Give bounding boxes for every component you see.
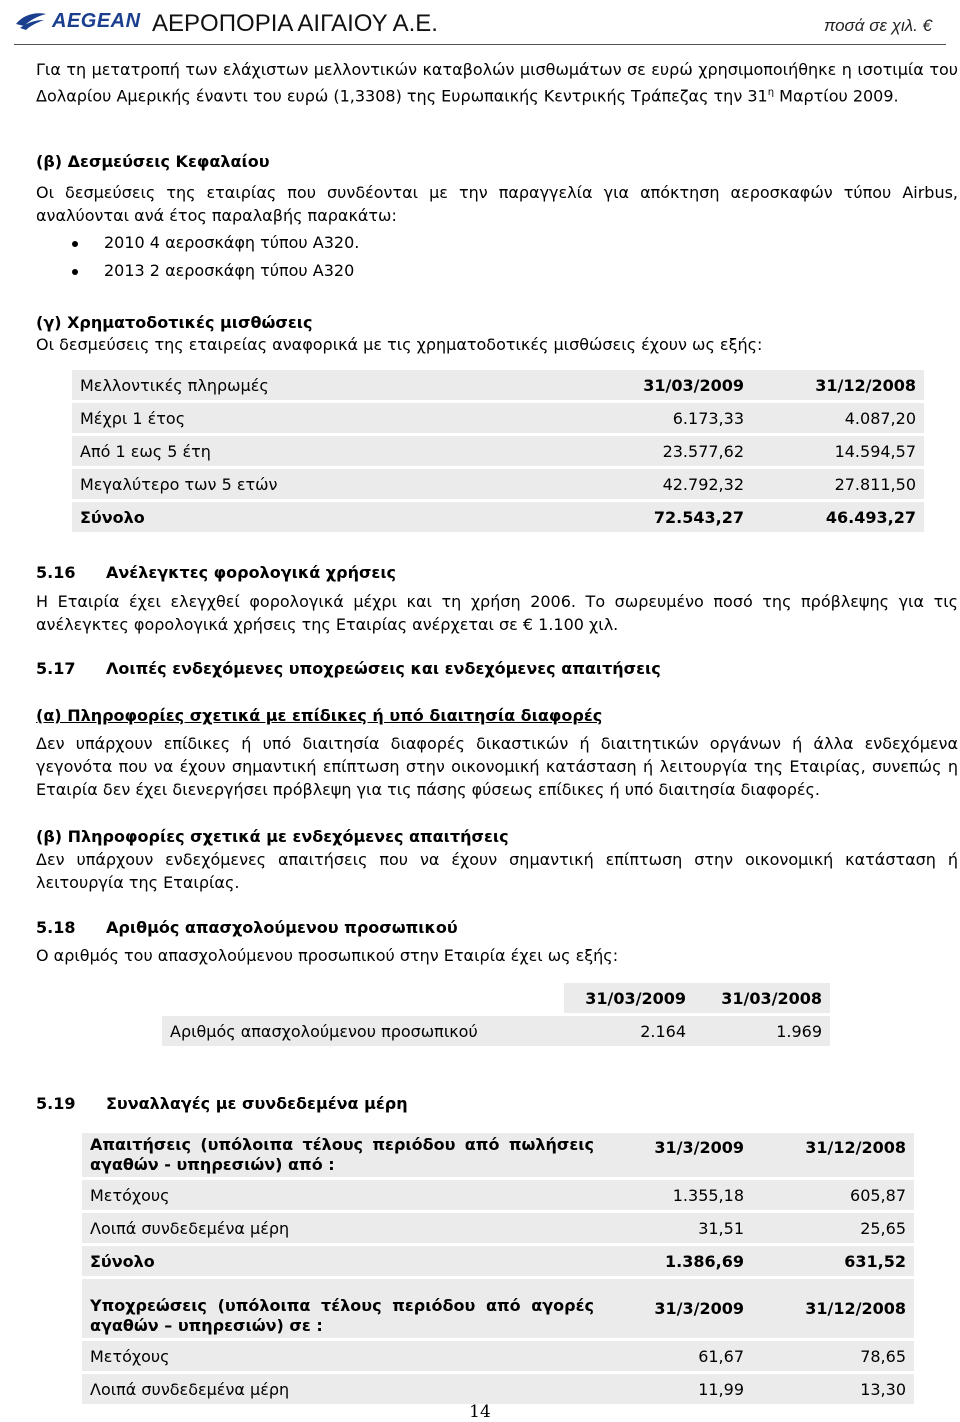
section-5-16-text: Η Εταιρία έχει ελεγχθεί φορολογικά μέχρι και τη χρήση 2006. Το σωρευμένο ποσό της πρόβλεψης για τις ανέλεγκτες φορολογικά χρήσεις της Εταιρίας ανέρχεται σε € 1.100 χιλ. — [36, 592, 958, 634]
section-5-17-heading — [36, 657, 958, 680]
section-title: Λοιπές ενδεχόμενες υποχρεώσεις και ενδεχόμενες απαιτήσεις — [106, 659, 661, 678]
section-title: Αριθμός απασχολούμενου προσωπικού — [106, 918, 458, 937]
logo-text: AEGEAN — [52, 10, 141, 32]
table-header-row — [72, 370, 924, 400]
table-cell: 6.173,33 — [672, 408, 744, 428]
table-cell: Μέχρι 1 έτος — [80, 408, 186, 428]
table-total-row — [82, 1246, 914, 1276]
section-5-17-a-text: Δεν υπάρχουν επίδικες ή υπό διαιτησία διαφορές δικαστικών ή διαιτητικών οργάνων ή άλλα ενδεχόμενα γεγονότα που να έχουν σημαντική επίπτωση στην οικονομική κατάσταση ή λειτουργία της Εταιρίας, συνεπώς η Εταιρία δεν έχει διενεργήσει πρόβλεψη για τις πάσης φύσεως επίδικες ή υπό διαιτησία διαφορές. — [36, 734, 958, 799]
section-number: 5.16 — [36, 563, 76, 582]
table-header-cell: 31/12/2008 — [815, 375, 916, 395]
section-5-18-text: Ο αριθμός του απασχολούμενου προσωπικού στην Εταιρία έχει ως εξής: — [36, 946, 619, 965]
section-number: 5.19 — [36, 1094, 76, 1113]
table-header-cell: Μελλοντικές πληρωμές — [80, 375, 269, 395]
table-cell: 27.811,50 — [834, 474, 916, 494]
section-5-17-b-heading: (β) Πληροφορίες σχετικά με ενδεχόμενες απαιτήσεις — [36, 827, 509, 846]
table-header-cell: 31/12/2008 — [805, 1138, 906, 1157]
aegean-logo — [14, 8, 141, 38]
table-header-row — [82, 1294, 914, 1338]
table-cell: Λοιπά συνδεδεμένα μέρη — [90, 1218, 290, 1238]
table-cell: Από 1 εως 5 έτη — [80, 441, 211, 461]
leases-text: Οι δεσμεύσεις της εταιρείας αναφορικά με τις χρηματοδοτικές μισθώσεις έχουν ως εξής: — [36, 335, 763, 354]
page-number: 14 — [469, 1402, 491, 1422]
table-cell: 13,30 — [860, 1379, 906, 1399]
section-5-17-a-heading: (α) Πληροφορίες σχετικά με επίδικες ή υπό διαιτησία διαφορές — [36, 706, 603, 725]
fx-note-end: Μαρτίου 2009. — [774, 86, 899, 106]
table-cell: 31,51 — [698, 1218, 744, 1238]
table-row — [72, 403, 924, 433]
table-header-cell: Απαιτήσεις (υπόλοιπα τέλους περιόδου από πωλήσεις αγαθών - υπηρεσιών) από : — [90, 1135, 594, 1174]
table-cell: 14.594,57 — [834, 441, 916, 461]
table-header-cell: 31/3/2009 — [654, 1138, 744, 1157]
section-number: 5.18 — [36, 918, 76, 937]
table-cell: Αριθμός απασχολούμενου προσωπικού — [170, 1021, 478, 1041]
table-cell: 1.355,18 — [672, 1185, 744, 1205]
table-cell: 631,52 — [844, 1251, 906, 1271]
table-cell: 23.577,62 — [662, 441, 744, 461]
section-5-17-b-text: Δεν υπάρχουν ενδεχόμενες απαιτήσεις που να έχουν σημαντική επίπτωση στην οικονομική κατάσταση ή λειτουργία της Εταιρίας. — [36, 850, 958, 892]
fx-note-text: Για τη μετατροπή των ελάχιστων μελλοντικών καταβολών μισθωμάτων σε ευρώ χρησιμοποιήθηκε η ισοτιμία του Δολαρίου Αμερικής έναντι του ευρώ (1,3308) της Ευρωπαικής Κεντρικής Τράπεζας την 31 — [36, 60, 958, 106]
table-cell: Σύνολο — [90, 1251, 155, 1271]
table-total-row — [72, 502, 924, 532]
bird-icon — [14, 10, 48, 32]
units-note: ποσά σε χιλ. € — [823, 16, 932, 35]
table-cell: 61,67 — [698, 1346, 744, 1366]
personnel-table — [162, 983, 830, 1046]
table-cell: 1.386,69 — [665, 1251, 744, 1271]
table-row — [72, 469, 924, 499]
table-header-cell: Υποχρεώσεις (υπόλοιπα τέλους περιόδου από αγορές αγαθών – υπηρεσιών) σε : — [90, 1296, 594, 1335]
company-name: ΑΕΡΟΠΟΡΙΑ ΑΙΓΑΙΟΥ Α.Ε. — [152, 10, 438, 37]
section-title: Συναλλαγές με συνδεδεμένα μέρη — [106, 1094, 408, 1113]
table-header-cell: 31/03/2008 — [694, 983, 830, 1013]
bullet-text: 2013 2 αεροσκάφη τύπου Α320 — [104, 261, 355, 280]
table-row — [82, 1341, 914, 1371]
payables-table — [82, 1294, 914, 1404]
section-number: 5.17 — [36, 659, 76, 678]
table-cell: Μετόχους — [90, 1346, 170, 1366]
capital-heading: (β) Δεσμεύσεις Κεφαλαίου — [36, 152, 270, 171]
bullet-icon — [72, 241, 78, 247]
section-5-16-heading — [36, 561, 958, 584]
fx-note-sup: η — [767, 87, 775, 98]
bullet-text: 2010 4 αεροσκάφη τύπου Α320. — [104, 233, 360, 252]
section-5-18-heading — [36, 916, 958, 939]
table-cell: Μετόχους — [90, 1185, 170, 1205]
leases-table — [72, 370, 924, 532]
table-cell: Μεγαλύτερο των 5 ετών — [80, 474, 278, 494]
table-cell: Σύνολο — [80, 507, 145, 527]
table-cell: 25,65 — [860, 1218, 906, 1238]
header-rule — [14, 44, 946, 45]
table-header-cell — [162, 983, 564, 1013]
receivables-table — [82, 1133, 914, 1309]
table-cell: 72.543,27 — [653, 507, 744, 527]
table-row — [72, 436, 924, 466]
table-cell: 42.792,32 — [662, 474, 744, 494]
table-cell: 46.493,27 — [825, 507, 916, 527]
table-cell: 4.087,20 — [844, 408, 916, 428]
table-cell: 78,65 — [860, 1346, 906, 1366]
table-row — [82, 1374, 914, 1404]
table-header-cell: 31/03/2009 — [643, 375, 744, 395]
page-header — [0, 0, 960, 46]
table-cell: 1.969 — [776, 1021, 822, 1041]
table-cell: 2.164 — [640, 1021, 686, 1041]
table-cell: Λοιπά συνδεδεμένα μέρη — [90, 1379, 290, 1399]
table-header-row — [162, 983, 830, 1013]
table-header-cell: 31/12/2008 — [805, 1299, 906, 1318]
bullet-icon — [72, 269, 78, 275]
table-header-cell: 31/03/2009 — [564, 983, 694, 1013]
table-header-row — [82, 1133, 914, 1177]
table-row — [82, 1213, 914, 1243]
capital-text: Οι δεσμεύσεις της εταιρίας που συνδέονται με την παραγγελία για απόκτηση αεροσκαφών τύπου Airbus, αναλύονται ανά έτος παραλαβής παρακάτω: — [36, 183, 958, 225]
table-cell: 11,99 — [698, 1379, 744, 1399]
table-header-cell: 31/3/2009 — [654, 1299, 744, 1318]
section-5-19-heading — [36, 1092, 958, 1115]
table-row — [162, 1016, 830, 1046]
fx-note — [36, 58, 958, 107]
leases-heading: (γ) Χρηματοδοτικές μισθώσεις — [36, 313, 313, 332]
table-cell: 605,87 — [850, 1185, 906, 1205]
table-row — [82, 1180, 914, 1210]
section-title: Ανέλεγκτες φορολογικά χρήσεις — [106, 563, 397, 582]
